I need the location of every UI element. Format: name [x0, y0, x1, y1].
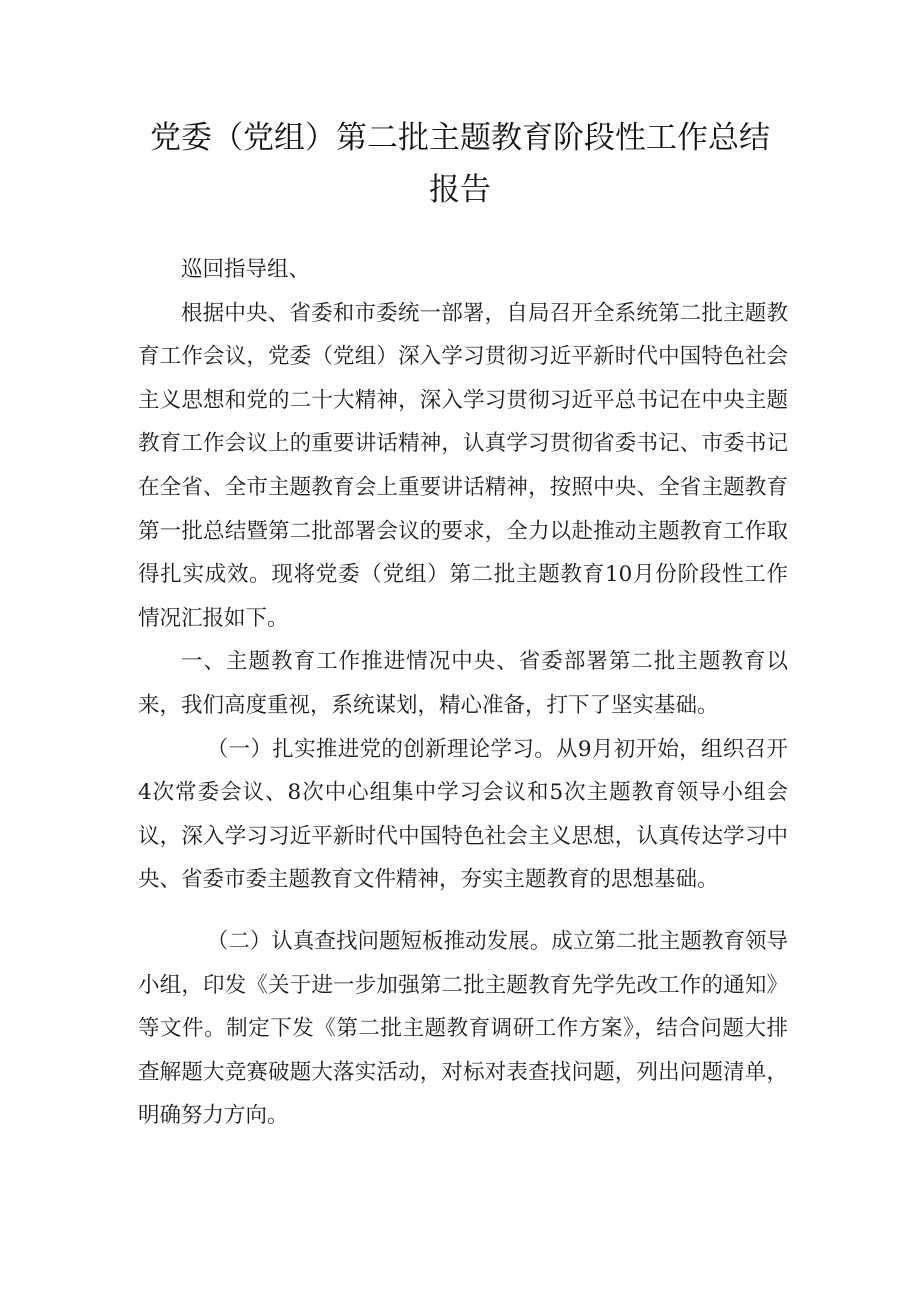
document-body: [138, 248, 788, 1138]
paragraph-intro: 根据中央、省委和市委统一部署，自局召开全系统第二批主题教育工作会议，党委（党组）深入学习贯彻习近平新时代中国特色社会主义思想和党的二十大精神，深入学习贯彻习近平总书记在中央主题教育工作会议上的重要讲话精神，认真学习贯彻省委书记、市委书记在全省、全市主题教育会上重要讲话精神，按照中央、全省主题教育第一批总结暨第二批部署会议的要求，全力以赴推动主题教育工作取得扎实成效。现将党委（党组）第二批主题教育10月份阶段性工作情况汇报如下。: [138, 300, 788, 631]
paragraph-section-one: 一、主题教育工作推进情况中央、省委部署第二批主题教育以来，我们高度重视，系统谋划，精心准备，打下了坚实基础。: [138, 649, 788, 718]
salutation: 巡回指导组、: [181, 257, 311, 282]
document-title: 党委（党组）第二批主题教育阶段性工作总结报告: [150, 120, 770, 208]
paragraph-subsection-one: （一）扎实推进党的创新理论学习。从9月初开始，组织召开4次常委会议、8次中心组集中学习会议和5次主题教育领导小组会议，深入学习习近平新时代中国特色社会主义思想，认真传达学习中央、省委市委主题教育文件精神，夯实主题教育的思想基础。: [138, 736, 788, 893]
paragraph-subsection-two: （二）认真查找问题短板推动发展。成立第二批主题教育领导小组，印发《关于进一步加强第二批主题教育先学先改工作的通知》等文件。制定下发《第二批主题教育调研工作方案》，结合问题大排查解题大竞赛破题大落实活动，对标对表查找问题，列出问题清单，明确努力方向。: [138, 928, 788, 1129]
